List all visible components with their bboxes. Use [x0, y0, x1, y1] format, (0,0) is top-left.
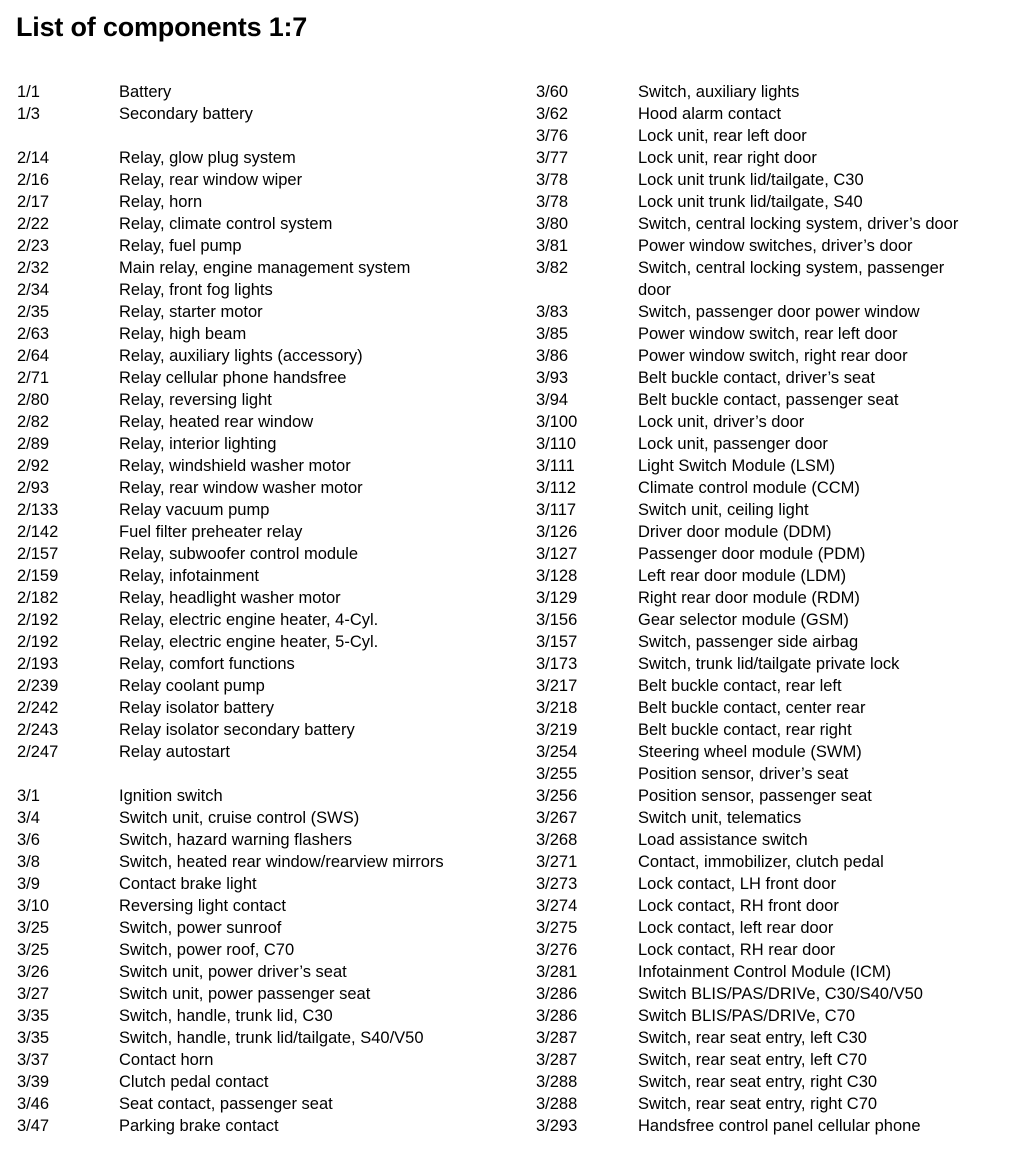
component-description: Relay autostart [119, 743, 230, 761]
component-code: 3/81 [536, 237, 569, 255]
component-code: 2/16 [17, 171, 50, 189]
component-row [17, 213, 517, 235]
component-description: Relay, reversing light [119, 391, 272, 409]
component-code: 3/62 [536, 105, 569, 123]
component-description: Switch unit, power driver’s seat [119, 963, 347, 981]
component-row [17, 301, 517, 323]
component-code: 3/46 [17, 1095, 50, 1113]
component-code: 3/6 [17, 831, 40, 849]
component-description: Relay, windshield washer motor [119, 457, 351, 475]
component-description: Position sensor, passenger seat [638, 787, 872, 805]
component-row [536, 1115, 1006, 1137]
component-row [17, 235, 517, 257]
component-row [17, 741, 517, 763]
component-description: Relay vacuum pump [119, 501, 270, 519]
component-row [17, 1049, 517, 1071]
component-row [536, 213, 1006, 235]
component-row [17, 323, 517, 345]
component-code: 3/286 [536, 1007, 578, 1025]
component-row [17, 1071, 517, 1093]
component-description: Relay, glow plug system [119, 149, 296, 167]
component-row [536, 961, 1006, 983]
component-row [536, 829, 1006, 851]
component-row [536, 345, 1006, 367]
component-description: Belt buckle contact, driver’s seat [638, 369, 875, 387]
component-code: 3/94 [536, 391, 569, 409]
component-description: Power window switch, right rear door [638, 347, 908, 365]
component-description: Lock unit, passenger door [638, 435, 828, 453]
component-code: 2/82 [17, 413, 50, 431]
component-row [536, 411, 1006, 433]
component-row [536, 323, 1006, 345]
component-description: Switch, rear seat entry, right C70 [638, 1095, 878, 1113]
component-row [536, 719, 1006, 741]
component-row [17, 433, 517, 455]
component-row [17, 609, 517, 631]
component-row [17, 829, 517, 851]
component-row [536, 851, 1006, 873]
component-description: Switch, central locking system, passenger [638, 259, 945, 277]
component-row [536, 279, 1006, 301]
component-row [17, 719, 517, 741]
component-code: 3/255 [536, 765, 578, 783]
component-code: 3/35 [17, 1029, 50, 1047]
component-code: 3/26 [17, 963, 50, 981]
component-code: 3/287 [536, 1029, 578, 1047]
component-description: Switch, rear seat entry, left C70 [638, 1051, 867, 1069]
component-row [17, 873, 517, 895]
component-description: Lock unit trunk lid/tailgate, C30 [638, 171, 864, 189]
component-row [536, 125, 1006, 147]
component-description: Switch unit, ceiling light [638, 501, 809, 519]
component-description: Contact horn [119, 1051, 214, 1069]
component-row [17, 169, 517, 191]
component-code: 2/93 [17, 479, 50, 497]
component-description: Lock contact, RH rear door [638, 941, 836, 959]
component-code: 3/93 [536, 369, 569, 387]
component-code: 3/281 [536, 963, 578, 981]
component-code: 3/37 [17, 1051, 50, 1069]
component-description: Belt buckle contact, center rear [638, 699, 866, 717]
component-description: Hood alarm contact [638, 105, 782, 123]
component-code: 2/80 [17, 391, 50, 409]
component-row [17, 1093, 517, 1115]
component-description: Switch, central locking system, driver’s door [638, 215, 959, 233]
component-row [536, 785, 1006, 807]
component-code: 2/192 [17, 611, 59, 629]
component-description: Seat contact, passenger seat [119, 1095, 333, 1113]
component-code: 3/117 [536, 501, 577, 519]
component-code: 2/247 [17, 743, 59, 761]
component-code: 3/128 [536, 567, 578, 585]
component-description: Lock contact, LH front door [638, 875, 837, 893]
component-code: 3/288 [536, 1073, 578, 1091]
component-code: 3/173 [536, 655, 578, 673]
component-row [536, 807, 1006, 829]
component-code: 2/34 [17, 281, 50, 299]
component-description: Power window switch, rear left door [638, 325, 898, 343]
component-code: 2/182 [17, 589, 59, 607]
component-description: Switch, hazard warning flashers [119, 831, 352, 849]
component-row [17, 785, 517, 807]
component-description: Relay, comfort functions [119, 655, 295, 673]
component-row [17, 895, 517, 917]
component-row [536, 1093, 1006, 1115]
component-description: door [638, 281, 672, 299]
component-description: Relay, fuel pump [119, 237, 242, 255]
component-row [536, 609, 1006, 631]
component-description: Infotainment Control Module (ICM) [638, 963, 892, 981]
component-row [17, 587, 517, 609]
component-row [17, 675, 517, 697]
component-description: Switch, auxiliary lights [638, 83, 800, 101]
component-description: Switch unit, telematics [638, 809, 802, 827]
component-code: 3/47 [17, 1117, 50, 1135]
component-code: 3/274 [536, 897, 578, 915]
component-code: 2/239 [17, 677, 59, 695]
component-code: 2/159 [17, 567, 59, 585]
component-row [536, 653, 1006, 675]
component-row [17, 631, 517, 653]
component-description: Relay isolator battery [119, 699, 274, 717]
component-row [536, 565, 1006, 587]
component-code: 3/9 [17, 875, 40, 893]
component-row [536, 169, 1006, 191]
component-code: 2/192 [17, 633, 59, 651]
component-description: Relay isolator secondary battery [119, 721, 355, 739]
component-row [536, 697, 1006, 719]
component-code: 3/156 [536, 611, 578, 629]
component-code: 2/35 [17, 303, 50, 321]
component-code: 3/111 [536, 457, 575, 475]
component-description: Relay, horn [119, 193, 203, 211]
component-code: 3/78 [536, 193, 569, 211]
component-description: Reversing light contact [119, 897, 286, 915]
component-description: Position sensor, driver’s seat [638, 765, 849, 783]
component-row [536, 1027, 1006, 1049]
page-title: List of components 1:7 [16, 12, 308, 42]
component-row [17, 851, 517, 873]
component-row [536, 235, 1006, 257]
component-code: 3/126 [536, 523, 578, 541]
component-code: 2/89 [17, 435, 50, 453]
component-code: 3/219 [536, 721, 578, 739]
component-row [536, 257, 1006, 279]
component-code: 2/243 [17, 721, 59, 739]
component-description: Fuel filter preheater relay [119, 523, 303, 541]
component-row [17, 147, 517, 169]
component-row [17, 257, 517, 279]
component-description: Relay coolant pump [119, 677, 265, 695]
component-description: Secondary battery [119, 105, 253, 123]
component-code: 3/4 [17, 809, 40, 827]
component-description: Passenger door module (PDM) [638, 545, 866, 563]
component-code: 2/63 [17, 325, 50, 343]
component-description: Ignition switch [119, 787, 223, 805]
component-code: 3/157 [536, 633, 578, 651]
component-row [17, 565, 517, 587]
component-description: Relay, rear window washer motor [119, 479, 363, 497]
component-code: 2/193 [17, 655, 59, 673]
component-row [536, 873, 1006, 895]
component-code: 3/275 [536, 919, 578, 937]
component-row [17, 477, 517, 499]
component-row [17, 499, 517, 521]
component-description: Switch, rear seat entry, left C30 [638, 1029, 867, 1047]
component-description: Lock unit, rear right door [638, 149, 817, 167]
component-row [536, 983, 1006, 1005]
component-code: 3/112 [536, 479, 577, 497]
component-row [536, 477, 1006, 499]
component-code: 3/1 [17, 787, 40, 805]
component-code: 3/25 [17, 919, 50, 937]
component-row [17, 345, 517, 367]
component-row [17, 961, 517, 983]
component-row [17, 763, 517, 785]
component-description: Steering wheel module (SWM) [638, 743, 862, 761]
component-description: Load assistance switch [638, 831, 808, 849]
component-row [536, 521, 1006, 543]
component-code: 2/142 [17, 523, 59, 541]
component-row [536, 433, 1006, 455]
component-row [17, 807, 517, 829]
component-code: 2/71 [17, 369, 50, 387]
component-row [17, 1027, 517, 1049]
component-code: 1/1 [17, 83, 40, 101]
component-row [536, 763, 1006, 785]
component-description: Lock contact, RH front door [638, 897, 839, 915]
component-row [17, 917, 517, 939]
component-code: 2/157 [17, 545, 59, 563]
component-row [17, 697, 517, 719]
component-description: Contact, immobilizer, clutch pedal [638, 853, 884, 871]
component-row [17, 455, 517, 477]
component-row [536, 741, 1006, 763]
component-description: Relay, heated rear window [119, 413, 314, 431]
component-code: 2/242 [17, 699, 59, 717]
component-code: 2/17 [17, 193, 50, 211]
component-row [17, 411, 517, 433]
component-description: Belt buckle contact, passenger seat [638, 391, 899, 409]
component-description: Power window switches, driver’s door [638, 237, 913, 255]
component-code: 1/3 [17, 105, 40, 123]
component-description: Lock unit trunk lid/tailgate, S40 [638, 193, 863, 211]
component-code: 3/218 [536, 699, 578, 717]
component-description: Clutch pedal contact [119, 1073, 269, 1091]
component-code: 3/127 [536, 545, 578, 563]
component-description: Left rear door module (LDM) [638, 567, 847, 585]
component-code: 2/133 [17, 501, 59, 519]
component-row [17, 367, 517, 389]
component-code: 3/35 [17, 1007, 50, 1025]
component-description: Relay cellular phone handsfree [119, 369, 347, 387]
component-description: Relay, electric engine heater, 5-Cyl. [119, 633, 379, 651]
component-description: Contact brake light [119, 875, 257, 893]
component-code: 2/32 [17, 259, 50, 277]
component-code: 3/8 [17, 853, 40, 871]
component-description: Relay, interior lighting [119, 435, 277, 453]
component-code: 3/276 [536, 941, 578, 959]
component-row [536, 1049, 1006, 1071]
component-description: Switch, rear seat entry, right C30 [638, 1073, 878, 1091]
component-code: 3/129 [536, 589, 578, 607]
component-code: 3/77 [536, 149, 569, 167]
component-description: Relay, front fog lights [119, 281, 273, 299]
component-description: Relay, headlight washer motor [119, 589, 341, 607]
component-row [536, 917, 1006, 939]
component-code: 2/23 [17, 237, 50, 255]
component-description: Lock contact, left rear door [638, 919, 834, 937]
component-row [536, 191, 1006, 213]
component-description: Relay, high beam [119, 325, 247, 343]
component-description: Switch, passenger side airbag [638, 633, 859, 651]
component-description: Relay, climate control system [119, 215, 333, 233]
component-description: Handsfree control panel cellular phone [638, 1117, 921, 1135]
component-row [17, 1005, 517, 1027]
component-description: Lock unit, driver’s door [638, 413, 805, 431]
component-description: Battery [119, 83, 172, 101]
component-description: Main relay, engine management system [119, 259, 411, 277]
component-code: 3/293 [536, 1117, 578, 1135]
component-description: Relay, auxiliary lights (accessory) [119, 347, 363, 365]
component-row [17, 125, 517, 147]
component-row [17, 279, 517, 301]
component-description: Relay, starter motor [119, 303, 263, 321]
component-code: 3/85 [536, 325, 569, 343]
right-component-column [536, 81, 1006, 1137]
component-code: 3/82 [536, 259, 569, 277]
left-component-column [17, 81, 517, 1137]
component-code: 3/27 [17, 985, 50, 1003]
component-row [536, 631, 1006, 653]
component-row [536, 499, 1006, 521]
component-description: Switch BLIS/PAS/DRIVe, C70 [638, 1007, 856, 1025]
component-code: 2/92 [17, 457, 50, 475]
component-description: Switch, passenger door power window [638, 303, 920, 321]
component-row [17, 653, 517, 675]
component-row [17, 983, 517, 1005]
component-code: 3/288 [536, 1095, 578, 1113]
component-description: Switch, trunk lid/tailgate private lock [638, 655, 900, 673]
component-description: Switch, handle, trunk lid/tailgate, S40/V50 [119, 1029, 424, 1047]
component-code: 3/271 [536, 853, 578, 871]
component-code: 3/60 [536, 83, 569, 101]
component-description: Switch unit, power passenger seat [119, 985, 371, 1003]
component-code: 3/267 [536, 809, 578, 827]
component-row [17, 543, 517, 565]
component-code: 3/286 [536, 985, 578, 1003]
component-description: Belt buckle contact, rear right [638, 721, 852, 739]
component-code: 3/86 [536, 347, 569, 365]
component-description: Switch, heated rear window/rearview mirrors [119, 853, 444, 871]
component-description: Belt buckle contact, rear left [638, 677, 842, 695]
component-row [536, 543, 1006, 565]
component-row [17, 191, 517, 213]
component-row [536, 103, 1006, 125]
component-code: 3/100 [536, 413, 578, 431]
component-description: Switch, power sunroof [119, 919, 282, 937]
component-row [536, 587, 1006, 609]
component-code: 3/76 [536, 127, 569, 145]
component-row [536, 1071, 1006, 1093]
component-code: 3/273 [536, 875, 578, 893]
component-row [536, 81, 1006, 103]
component-description: Switch, handle, trunk lid, C30 [119, 1007, 333, 1025]
component-code: 3/78 [536, 171, 569, 189]
component-row [536, 367, 1006, 389]
component-description: Driver door module (DDM) [638, 523, 832, 541]
component-row [536, 675, 1006, 697]
component-code: 2/64 [17, 347, 50, 365]
component-description: Climate control module (CCM) [638, 479, 860, 497]
component-row [536, 389, 1006, 411]
component-code: 3/39 [17, 1073, 50, 1091]
component-row [17, 521, 517, 543]
component-row [536, 939, 1006, 961]
component-code: 3/254 [536, 743, 578, 761]
component-row [536, 1005, 1006, 1027]
component-description: Switch, power roof, C70 [119, 941, 295, 959]
component-row [17, 389, 517, 411]
component-code: 2/14 [17, 149, 50, 167]
component-code: 3/256 [536, 787, 578, 805]
component-description: Lock unit, rear left door [638, 127, 807, 145]
component-row [17, 1115, 517, 1137]
component-row [17, 103, 517, 125]
component-row [17, 81, 517, 103]
component-description: Switch BLIS/PAS/DRIVe, C30/S40/V50 [638, 985, 923, 1003]
component-row [17, 939, 517, 961]
component-row [536, 455, 1006, 477]
component-description: Right rear door module (RDM) [638, 589, 860, 607]
component-code: 3/80 [536, 215, 569, 233]
component-description: Relay, infotainment [119, 567, 260, 585]
component-description: Relay, electric engine heater, 4-Cyl. [119, 611, 379, 629]
component-description: Relay, subwoofer control module [119, 545, 359, 563]
component-description: Light Switch Module (LSM) [638, 457, 836, 475]
component-code: 3/287 [536, 1051, 578, 1069]
component-code: 3/83 [536, 303, 569, 321]
component-row [536, 895, 1006, 917]
component-code: 3/10 [17, 897, 50, 915]
component-description: Gear selector module (GSM) [638, 611, 849, 629]
component-code: 3/217 [536, 677, 578, 695]
component-description: Switch unit, cruise control (SWS) [119, 809, 360, 827]
component-code: 3/110 [536, 435, 577, 453]
component-code: 3/25 [17, 941, 50, 959]
component-row [536, 301, 1006, 323]
component-row [536, 147, 1006, 169]
component-description: Parking brake contact [119, 1117, 279, 1135]
component-code: 2/22 [17, 215, 50, 233]
component-description: Relay, rear window wiper [119, 171, 303, 189]
component-code: 3/268 [536, 831, 578, 849]
